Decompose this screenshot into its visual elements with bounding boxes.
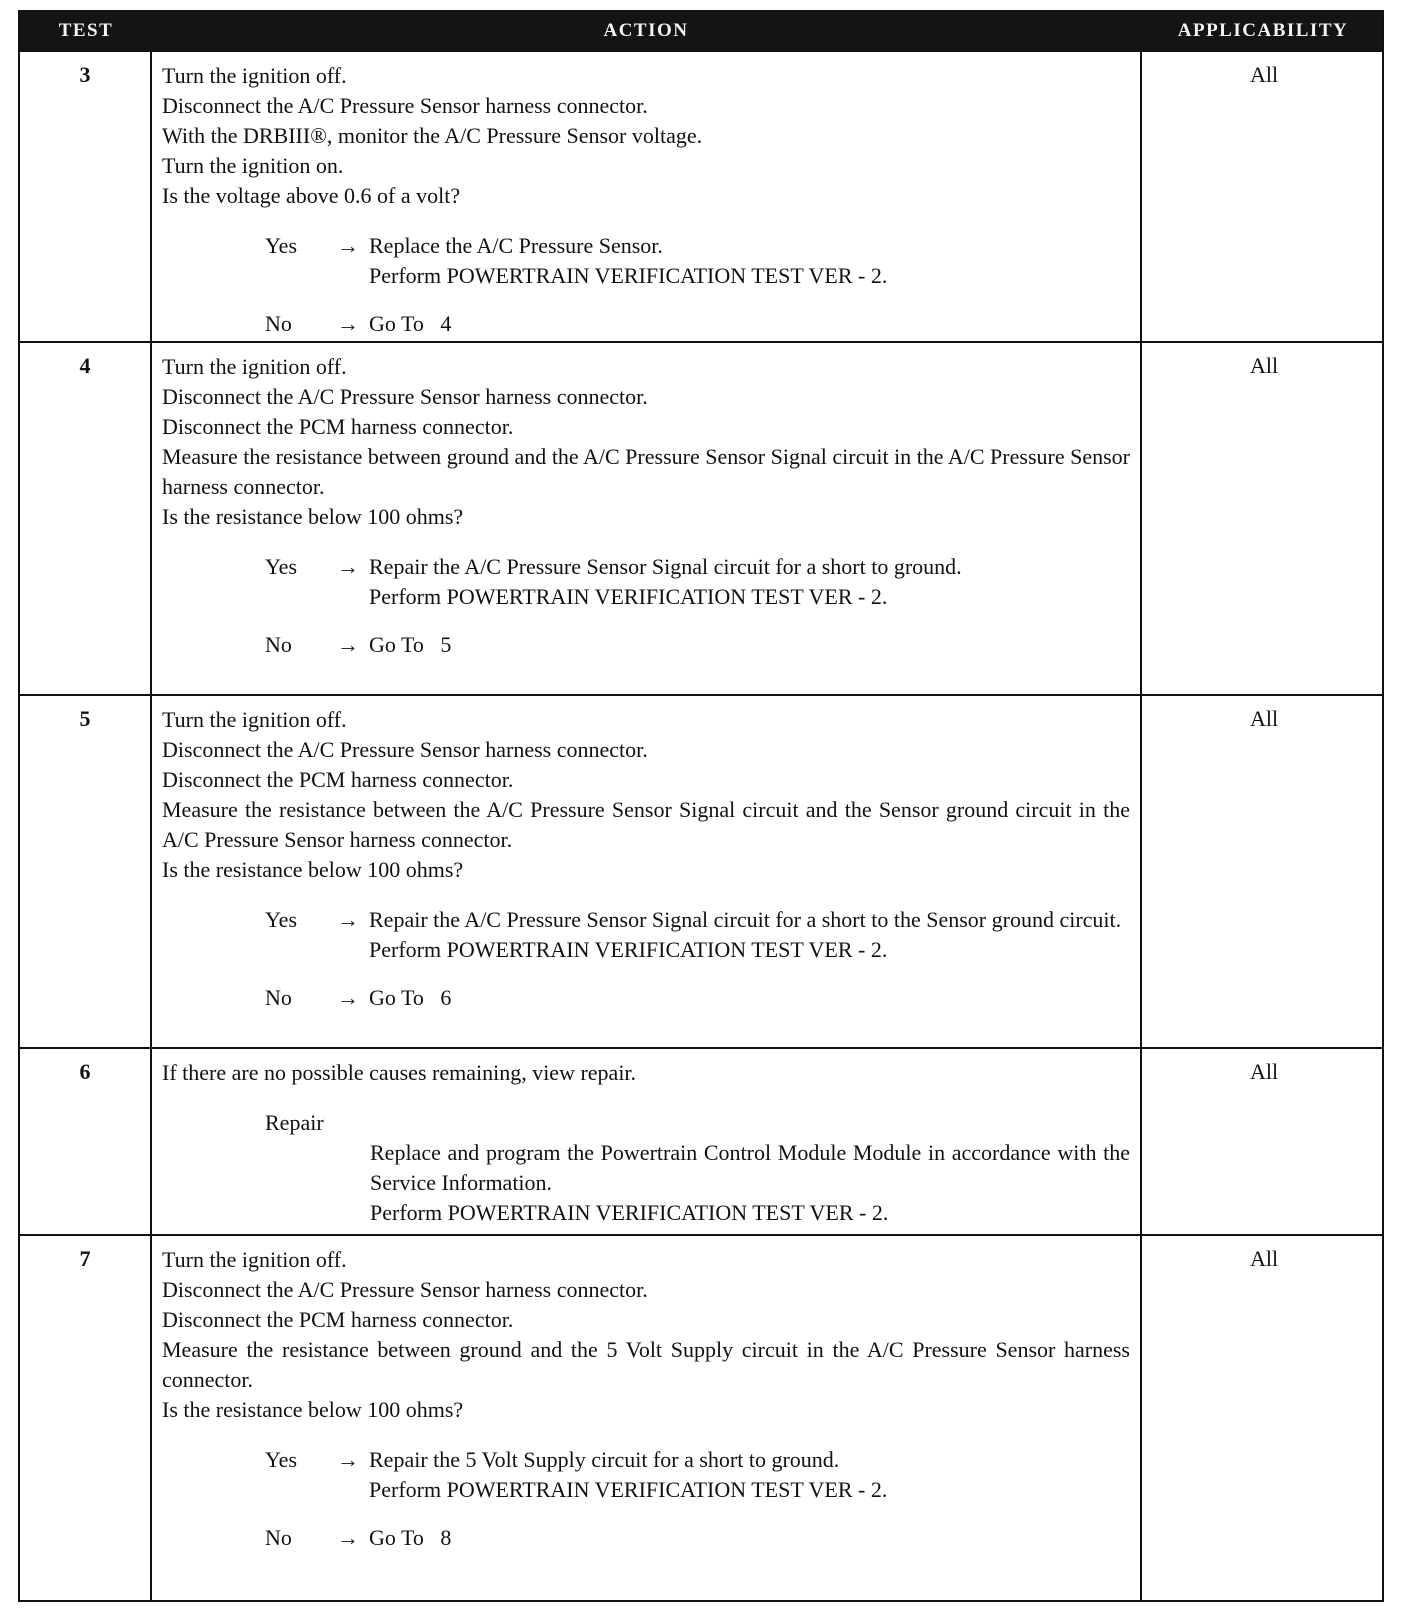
no-result: Go To 4 bbox=[369, 311, 452, 336]
arrow-icon: → bbox=[337, 554, 359, 579]
repair-text: Perform POWERTRAIN VERIFICATION TEST VER - 2. bbox=[370, 1200, 889, 1225]
test-number: 5 bbox=[20, 696, 152, 1047]
yes-result: Repair the A/C Pressure Sensor Signal circuit for a short to ground. bbox=[369, 554, 962, 579]
test-number: 7 bbox=[20, 1236, 152, 1602]
step-text: Is the resistance below 100 ohms? bbox=[162, 857, 464, 882]
step-text: Measure the resistance between the A/C Pressure Sensor Signal circuit and the Sensor ground circuit in the A/C Pressure Sensor harness connector. bbox=[162, 797, 1130, 852]
action-cell bbox=[152, 1236, 1140, 1602]
test-number: 4 bbox=[20, 343, 152, 694]
yes-result: Perform POWERTRAIN VERIFICATION TEST VER - 2. bbox=[369, 584, 888, 609]
arrow-icon: → bbox=[337, 311, 359, 336]
applicability-value: All bbox=[1140, 696, 1386, 1047]
no-result: Go To 6 bbox=[369, 985, 452, 1010]
test-number: 3 bbox=[20, 52, 152, 341]
header-test: TEST bbox=[58, 20, 114, 41]
no-result: Go To 5 bbox=[369, 632, 452, 657]
step-text: Disconnect the PCM harness connector. bbox=[162, 1307, 514, 1332]
yes-label: Yes bbox=[265, 233, 298, 258]
repair-text: Replace and program the Powertrain Control Module Module in accordance with the Service Information. bbox=[370, 1140, 1130, 1195]
yes-result: Replace the A/C Pressure Sensor. bbox=[369, 233, 663, 258]
table-row bbox=[20, 1234, 1382, 1602]
step-text: Turn the ignition off. bbox=[162, 63, 347, 88]
step-text: Disconnect the A/C Pressure Sensor harness connector. bbox=[162, 93, 648, 118]
no-label: No bbox=[265, 985, 292, 1010]
step-text: Disconnect the PCM harness connector. bbox=[162, 414, 514, 439]
applicability-value: All bbox=[1140, 52, 1386, 341]
step-text: Turn the ignition off. bbox=[162, 1247, 347, 1272]
step-text: Measure the resistance between ground and the A/C Pressure Sensor Signal circuit in the A/C Pressure Sensor harness connector. bbox=[162, 444, 1130, 499]
no-result: Go To 8 bbox=[369, 1525, 452, 1550]
step-text: Is the resistance below 100 ohms? bbox=[162, 504, 464, 529]
test-number: 6 bbox=[20, 1049, 152, 1234]
step-text: Disconnect the A/C Pressure Sensor harness connector. bbox=[162, 737, 648, 762]
no-answer bbox=[162, 1523, 1130, 1553]
yes-label: Yes bbox=[265, 907, 298, 932]
repair-label: Repair bbox=[265, 1110, 324, 1135]
yes-label: Yes bbox=[265, 1447, 298, 1472]
yes-result: Perform POWERTRAIN VERIFICATION TEST VER - 2. bbox=[369, 1477, 888, 1502]
yes-answer bbox=[162, 552, 1130, 612]
arrow-icon: → bbox=[337, 632, 359, 657]
arrow-icon: → bbox=[337, 233, 359, 258]
no-answer bbox=[162, 983, 1130, 1013]
applicability-value: All bbox=[1140, 1049, 1386, 1234]
step-text: Disconnect the A/C Pressure Sensor harness connector. bbox=[162, 1277, 648, 1302]
action-cell bbox=[152, 696, 1140, 1047]
yes-label: Yes bbox=[265, 554, 298, 579]
applicability-value: All bbox=[1140, 343, 1386, 694]
action-cell bbox=[152, 1049, 1140, 1234]
no-answer bbox=[162, 309, 1130, 339]
step-text: Turn the ignition off. bbox=[162, 707, 347, 732]
yes-result: Perform POWERTRAIN VERIFICATION TEST VER - 2. bbox=[369, 263, 888, 288]
yes-answer bbox=[162, 905, 1130, 965]
arrow-icon: → bbox=[337, 907, 359, 932]
no-label: No bbox=[265, 1525, 292, 1550]
yes-result: Repair the 5 Volt Supply circuit for a short to ground. bbox=[369, 1447, 840, 1472]
action-cell bbox=[152, 343, 1140, 694]
step-text: Disconnect the A/C Pressure Sensor harness connector. bbox=[162, 384, 648, 409]
no-answer bbox=[162, 630, 1130, 660]
step-text: Is the resistance below 100 ohms? bbox=[162, 1397, 464, 1422]
table-row bbox=[20, 50, 1382, 341]
step-text: Is the voltage above 0.6 of a volt? bbox=[162, 183, 461, 208]
no-label: No bbox=[265, 311, 292, 336]
step-text: Turn the ignition off. bbox=[162, 354, 347, 379]
header-action: ACTION bbox=[603, 20, 689, 41]
arrow-icon: → bbox=[337, 1447, 359, 1472]
step-text: Turn the ignition on. bbox=[162, 153, 344, 178]
step-text: If there are no possible causes remaining, view repair. bbox=[162, 1060, 637, 1085]
step-text: With the DRBIII®, monitor the A/C Pressure Sensor voltage. bbox=[162, 123, 703, 148]
yes-answer bbox=[162, 231, 1130, 291]
yes-result: Repair the A/C Pressure Sensor Signal circuit for a short to the Sensor ground circuit. bbox=[369, 907, 1122, 932]
arrow-icon: → bbox=[337, 1525, 359, 1550]
diagnostic-table bbox=[18, 10, 1384, 1602]
table-row bbox=[20, 694, 1382, 1047]
table-row bbox=[20, 341, 1382, 694]
applicability-value: All bbox=[1140, 1236, 1386, 1602]
repair-instructions bbox=[370, 1138, 1130, 1228]
yes-result: Perform POWERTRAIN VERIFICATION TEST VER - 2. bbox=[369, 937, 888, 962]
table-header bbox=[20, 12, 1382, 50]
yes-answer bbox=[162, 1445, 1130, 1505]
table-row bbox=[20, 1047, 1382, 1234]
no-label: No bbox=[265, 632, 292, 657]
header-applicability: APPLICABILITY bbox=[1177, 20, 1349, 41]
action-cell bbox=[152, 52, 1140, 341]
step-text: Disconnect the PCM harness connector. bbox=[162, 767, 514, 792]
arrow-icon: → bbox=[337, 985, 359, 1010]
step-text: Measure the resistance between ground and the 5 Volt Supply circuit in the A/C Pressure Sensor harness connector. bbox=[162, 1337, 1130, 1392]
